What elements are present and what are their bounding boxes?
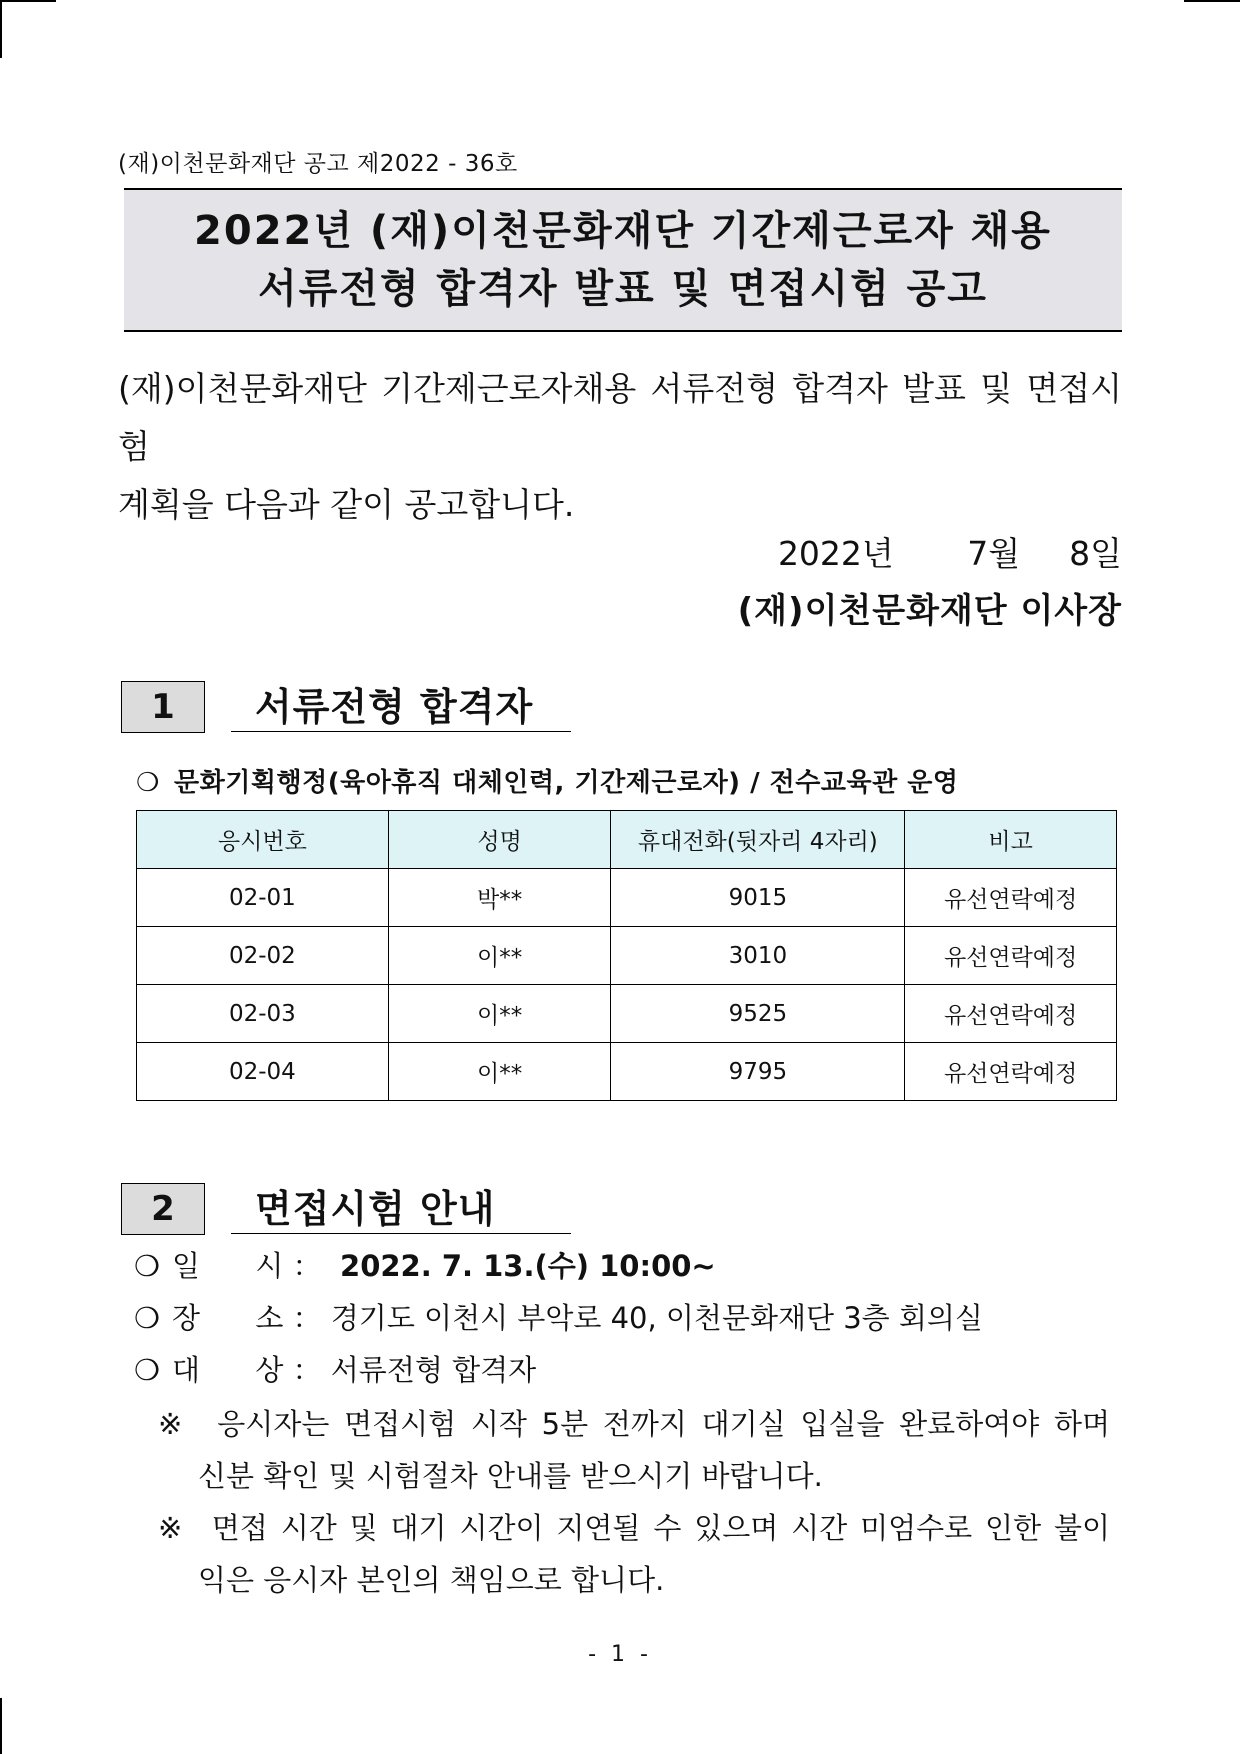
applicant-phone: 3010	[611, 927, 905, 985]
interview-target	[134, 1350, 536, 1390]
crop-mark	[0, 0, 2, 58]
applicant-remark: 유선연락예정	[905, 869, 1117, 927]
info-label: 일 시	[172, 1249, 284, 1283]
table-header-row	[137, 811, 1117, 869]
note-text: 면접 시간 및 대기 시간이 지연될 수 있으며 시간 미엄수로 인한 불이	[211, 1511, 1111, 1545]
applicant-phone: 9795	[611, 1043, 905, 1101]
reference-mark-icon: ※	[158, 1511, 186, 1545]
info-label: 대 상	[172, 1353, 284, 1387]
column-header: 비고	[905, 811, 1117, 869]
applicant-phone: 9525	[611, 985, 905, 1043]
intro-line: 계획을 다음과 같이 공고합니다.	[118, 485, 575, 524]
document-title-line: 2022년 (재)이천문화재단 기간제근로자 채용	[194, 208, 1052, 254]
applicant-remark: 유선연락예정	[905, 985, 1117, 1043]
applicant-name: 이**	[388, 985, 611, 1043]
info-separator: ：	[292, 1301, 322, 1335]
applicant-number: 02-01	[137, 869, 389, 927]
circle-bullet-icon: ❍	[136, 768, 160, 798]
info-value: 서류전형 합격자	[330, 1353, 537, 1387]
section-title-2: 면접시험 안내	[231, 1184, 571, 1234]
issuer-name: (재)이천문화재단 이사장	[737, 591, 1122, 631]
section-number-1: 1	[121, 681, 205, 733]
info-separator: ：	[292, 1353, 322, 1387]
page-number: - 1 -	[588, 1642, 652, 1667]
info-value: 경기도 이천시 부악로 40, 이천문화재단 3층 회의실	[330, 1301, 983, 1335]
column-header: 성명	[388, 811, 611, 869]
section1-subheading	[136, 762, 959, 799]
section-title-1: 서류전형 합격자	[231, 682, 571, 732]
column-header: 응시번호	[137, 811, 389, 869]
applicant-name: 박**	[388, 869, 611, 927]
crop-mark	[1184, 0, 1240, 2]
notice-number: (재)이천문화재단 공고 제2022 - 36호	[118, 151, 518, 177]
note-text: 응시자는 면접시험 시작 5분 전까지 대기실 입실을 완료하여야 하며	[217, 1407, 1110, 1441]
table-row	[137, 927, 1117, 985]
crop-mark	[0, 0, 56, 2]
note-line: 익은 응시자 본인의 책임으로 합니다.	[198, 1563, 665, 1597]
intro-paragraph	[118, 360, 1122, 534]
table-row	[137, 1043, 1117, 1101]
applicants-table	[136, 810, 1117, 1101]
applicant-phone: 9015	[611, 869, 905, 927]
note-line: 신분 확인 및 시험절차 안내를 받으시기 바랍니다.	[198, 1459, 823, 1493]
announcement-date: 2022년 7월 8일	[777, 534, 1122, 573]
table-row	[137, 869, 1117, 927]
info-value: 2022. 7. 13.(수) 10:00~	[340, 1249, 716, 1283]
applicant-name: 이**	[388, 1043, 611, 1101]
document-title-line: 서류전형 합격자 발표 및 면접시험 공고	[258, 266, 988, 312]
notice-note-2	[158, 1502, 1110, 1606]
subheading-text: 문화기획행정(육아휴직 대체인력, 기간제근로자) / 전수교육관 운영	[174, 768, 959, 798]
circle-bullet-icon: ❍	[134, 1249, 160, 1283]
applicant-number: 02-04	[137, 1043, 389, 1101]
circle-bullet-icon: ❍	[134, 1353, 160, 1387]
interview-datetime	[134, 1246, 716, 1286]
interview-location	[134, 1298, 983, 1338]
note-line	[158, 1502, 1110, 1554]
document-title-box	[124, 188, 1122, 332]
note-line	[158, 1398, 1110, 1450]
column-header: 휴대전화(뒷자리 4자리)	[611, 811, 905, 869]
notice-note-1	[158, 1398, 1110, 1502]
section-number-2: 2	[121, 1183, 205, 1235]
intro-line: (재)이천문화재단 기간제근로자채용 서류전형 합격자 발표 및 면접시험	[118, 369, 1122, 466]
applicant-remark: 유선연락예정	[905, 1043, 1117, 1101]
circle-bullet-icon: ❍	[134, 1301, 160, 1335]
crop-mark	[0, 1698, 2, 1754]
applicant-name: 이**	[388, 927, 611, 985]
applicant-number: 02-03	[137, 985, 389, 1043]
table-row	[137, 985, 1117, 1043]
info-separator: ：	[292, 1249, 322, 1283]
info-label: 장 소	[172, 1301, 284, 1335]
applicant-remark: 유선연락예정	[905, 927, 1117, 985]
reference-mark-icon: ※	[158, 1407, 188, 1441]
applicant-number: 02-02	[137, 927, 389, 985]
